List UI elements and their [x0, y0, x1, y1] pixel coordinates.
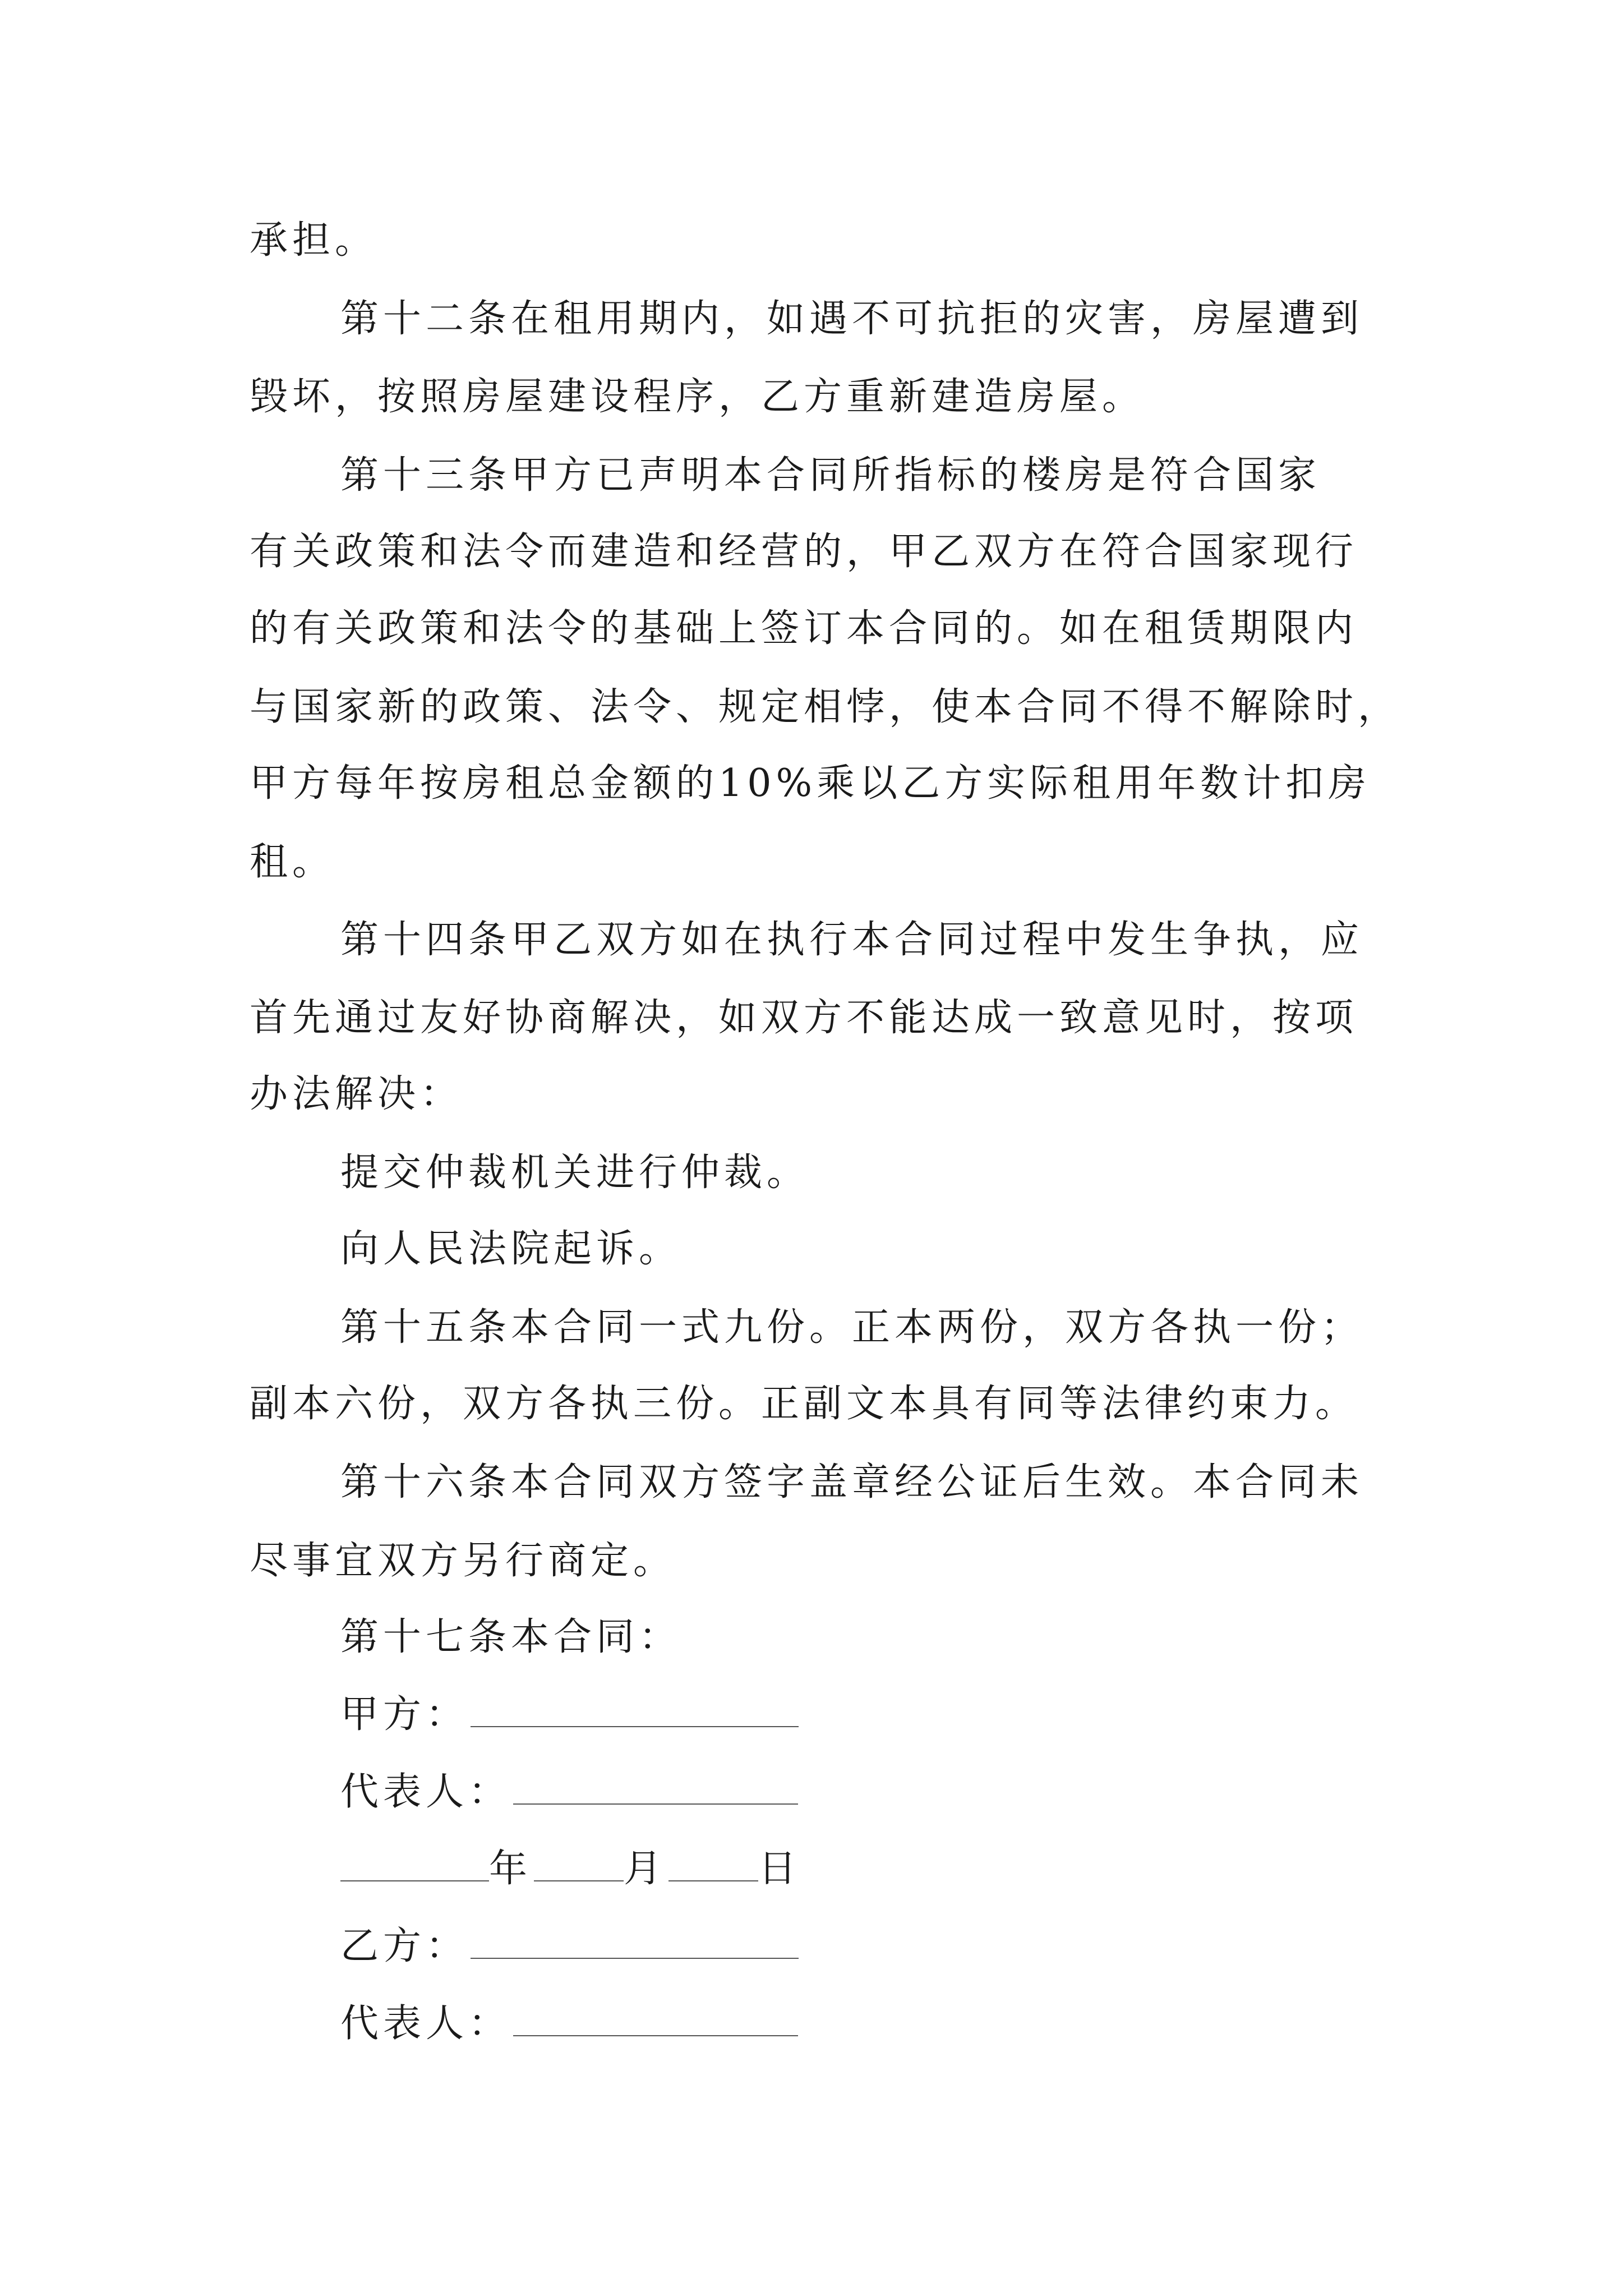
clause-16-line-1: 第十六条本合同双方签字盖章经公证后生效。本合同未 — [340, 1460, 1364, 1504]
rep-a-label: 代表人： — [340, 1770, 511, 1814]
clause-13-line-6: 租。 — [250, 840, 335, 884]
day-blank[interactable] — [668, 1880, 758, 1881]
party-a-label: 甲方： — [340, 1692, 469, 1737]
rep-b-blank[interactable] — [513, 2035, 798, 2036]
clause-15-line-2: 副本六份，双方各执三份。正副文本具有同等法律约束力。 — [250, 1382, 1358, 1426]
date-row — [340, 1847, 801, 1891]
month-label: 月 — [624, 1847, 667, 1891]
rep-a-blank[interactable] — [513, 1803, 798, 1805]
clause-13-line-4: 与国家新的政策、法令、规定相悖，使本合同不得不解除时， — [250, 685, 1401, 729]
party-b-row — [340, 1924, 799, 1968]
year-label: 年 — [489, 1847, 532, 1891]
day-label: 日 — [758, 1847, 801, 1891]
rep-b-row — [340, 2001, 798, 2046]
clause-17-line-1: 第十七条本合同： — [340, 1615, 682, 1659]
option-court: 向人民法院起诉。 — [340, 1227, 682, 1271]
clause-14-line-2: 首先通过友好协商解决，如双方不能达成一致意见时，按项 — [250, 996, 1358, 1040]
clause-13-line-2: 有关政策和法令而建造和经营的，甲乙双方在符合国家现行 — [250, 530, 1358, 574]
clause-14-line-1: 第十四条甲乙双方如在执行本合同过程中发生争执，应 — [340, 918, 1364, 962]
month-blank[interactable] — [534, 1880, 624, 1881]
rep-b-label: 代表人： — [340, 2001, 511, 2046]
party-b-blank[interactable] — [471, 1957, 799, 1959]
clause-13-line-1: 第十三条甲方已声明本合同所指标的楼房是符合国家 — [340, 453, 1321, 498]
text-line-1: 承担。 — [250, 218, 378, 263]
clause-14-line-3: 办法解决： — [250, 1072, 463, 1116]
party-b-label: 乙方： — [340, 1924, 469, 1968]
clause-12-line-2: 毁坏，按照房屋建设程序，乙方重新建造房屋。 — [250, 375, 1145, 419]
clause-16-line-2: 尽事宜双方另行商定。 — [250, 1539, 676, 1583]
rep-a-row — [340, 1770, 798, 1814]
option-arbitration: 提交仲裁机关进行仲裁。 — [340, 1151, 810, 1195]
clause-13-line-3: 的有关政策和法令的基础上签订本合同的。如在租赁期限内 — [250, 606, 1358, 651]
clause-15-line-1: 第十五条本合同一式九份。正本两份，双方各执一份； — [340, 1305, 1364, 1350]
year-blank[interactable] — [340, 1880, 489, 1881]
party-a-row — [340, 1692, 799, 1737]
clause-13-line-5: 甲方每年按房租总金额的10%乘以乙方实际租用年数计扣房 — [250, 761, 1371, 806]
party-a-blank[interactable] — [471, 1726, 799, 1727]
clause-12-line-1: 第十二条在租用期内，如遇不可抗拒的灾害，房屋遭到 — [340, 297, 1364, 341]
